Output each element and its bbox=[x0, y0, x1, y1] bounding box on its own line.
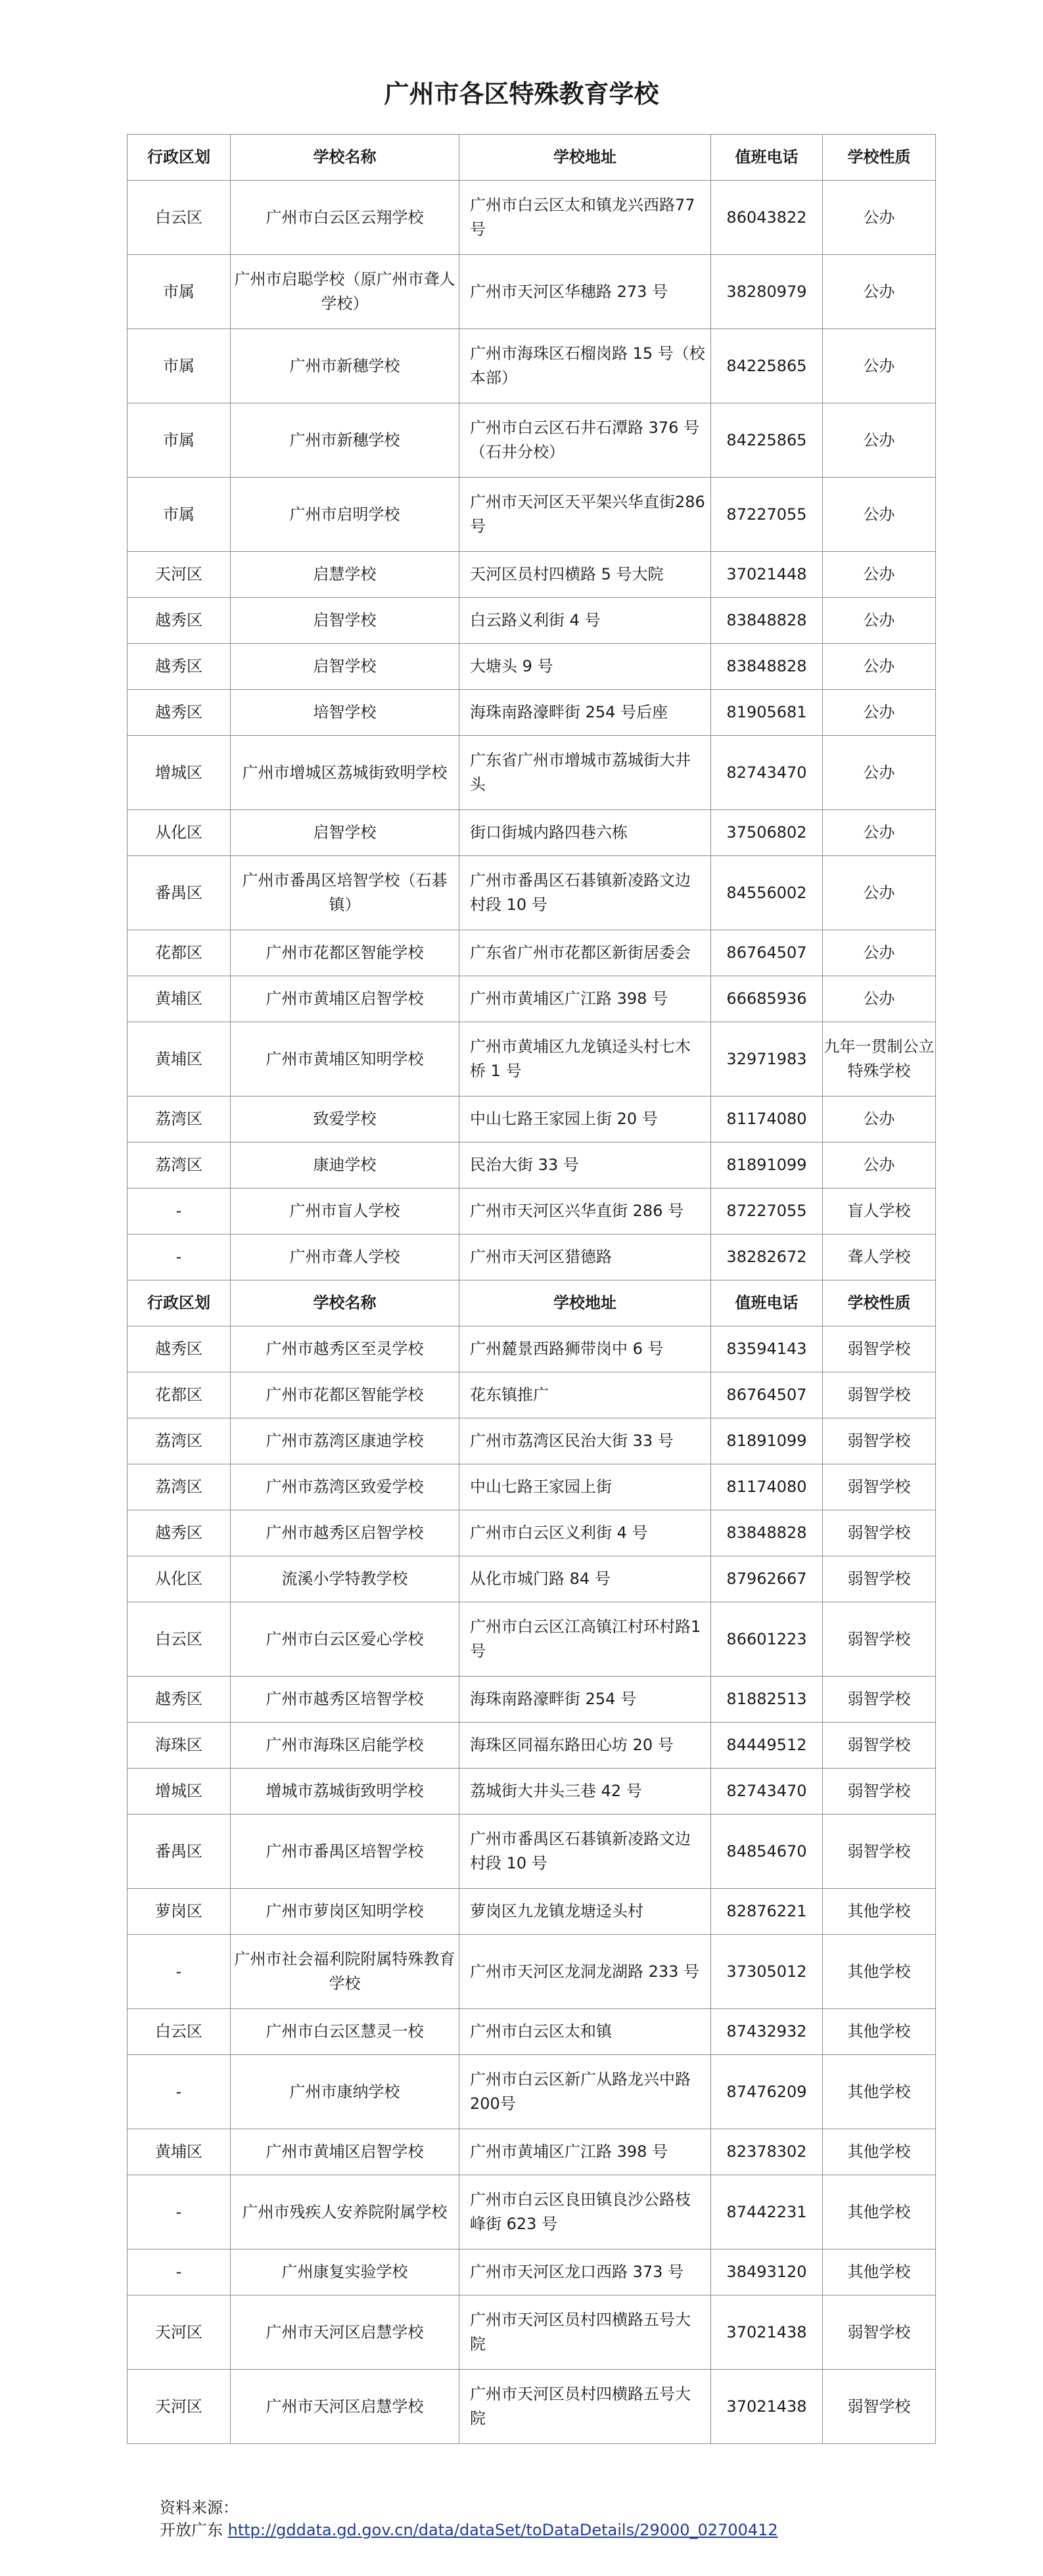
district-cell: - bbox=[127, 2055, 231, 2129]
school-type-cell: 其他学校 bbox=[823, 2175, 936, 2249]
phone-cell: 81891099 bbox=[711, 1142, 823, 1188]
phone-cell: 82743470 bbox=[711, 1769, 823, 1815]
school-type-cell: 公办 bbox=[823, 1142, 936, 1188]
school-name-cell: 广州市越秀区启智学校 bbox=[231, 1510, 459, 1556]
phone-cell: 87476209 bbox=[711, 2055, 823, 2129]
school-type-cell: 公办 bbox=[823, 856, 936, 930]
school-name-cell: 广州市海珠区启能学校 bbox=[231, 1723, 459, 1769]
school-type-cell: 公办 bbox=[823, 478, 936, 552]
school-name-cell: 培智学校 bbox=[231, 690, 459, 736]
district-cell: 荔湾区 bbox=[127, 1464, 231, 1510]
school-name-cell: 广州市越秀区至灵学校 bbox=[231, 1326, 459, 1372]
school-type-cell: 弱智学校 bbox=[823, 1326, 936, 1372]
district-cell: 越秀区 bbox=[127, 690, 231, 736]
district-cell: 增城区 bbox=[127, 1769, 231, 1815]
address-cell: 广州市番禺区石碁镇新凌路文边村段 10 号 bbox=[459, 1815, 711, 1889]
table-row bbox=[127, 2249, 936, 2295]
table-row bbox=[127, 1372, 936, 1418]
address-cell: 广州市番禺区石碁镇新凌路文边村段 10 号 bbox=[459, 856, 711, 930]
district-cell: 市属 bbox=[127, 329, 231, 403]
school-type-cell: 其他学校 bbox=[823, 1935, 936, 2009]
header-school-type: 学校性质 bbox=[823, 135, 936, 181]
school-type-cell: 其他学校 bbox=[823, 2249, 936, 2295]
address-cell: 广州市黄埔区广江路 398 号 bbox=[459, 2129, 711, 2175]
address-cell: 萝岗区九龙镇龙塘迳头村 bbox=[459, 1889, 711, 1935]
school-name-cell: 广州市番禺区培智学校 bbox=[231, 1815, 459, 1889]
district-cell: 越秀区 bbox=[127, 1326, 231, 1372]
district-cell: 市属 bbox=[127, 478, 231, 552]
school-type-cell: 弱智学校 bbox=[823, 1769, 936, 1815]
school-type-cell: 九年一贯制公立特殊学校 bbox=[823, 1022, 936, 1096]
school-type-cell: 公办 bbox=[823, 598, 936, 644]
header-school-type: 学校性质 bbox=[823, 1280, 936, 1326]
phone-cell: 38282672 bbox=[711, 1234, 823, 1280]
table-row bbox=[127, 478, 936, 552]
district-cell: - bbox=[127, 1234, 231, 1280]
school-type-cell: 弱智学校 bbox=[823, 1510, 936, 1556]
district-cell: 天河区 bbox=[127, 2370, 231, 2444]
school-name-cell: 广州市荔湾区康迪学校 bbox=[231, 1418, 459, 1464]
district-cell: 白云区 bbox=[127, 181, 231, 255]
school-name-cell: 广州市越秀区培智学校 bbox=[231, 1677, 459, 1723]
school-type-cell: 其他学校 bbox=[823, 2055, 936, 2129]
table-row bbox=[127, 1769, 936, 1815]
district-cell: 白云区 bbox=[127, 2009, 231, 2055]
table-row bbox=[127, 255, 936, 329]
source-line bbox=[160, 2519, 778, 2541]
district-cell: 白云区 bbox=[127, 1602, 231, 1677]
school-type-cell: 弱智学校 bbox=[823, 1723, 936, 1769]
school-type-cell: 弱智学校 bbox=[823, 1602, 936, 1677]
phone-cell: 81174080 bbox=[711, 1464, 823, 1510]
district-cell: 萝岗区 bbox=[127, 1889, 231, 1935]
district-cell: 从化区 bbox=[127, 810, 231, 856]
phone-cell: 87962667 bbox=[711, 1556, 823, 1602]
school-type-cell: 公办 bbox=[823, 810, 936, 856]
table-row bbox=[127, 1188, 936, 1234]
table-row bbox=[127, 976, 936, 1022]
table-row bbox=[127, 1022, 936, 1096]
schools-table-public bbox=[127, 134, 936, 1280]
source-label: 资料来源： bbox=[160, 2498, 239, 2517]
school-name-cell: 流溪小学特教学校 bbox=[231, 1556, 459, 1602]
school-type-cell: 弱智学校 bbox=[823, 2295, 936, 2370]
school-name-cell: 启智学校 bbox=[231, 598, 459, 644]
district-cell: - bbox=[127, 1935, 231, 2009]
address-cell: 中山七路王家园上街 20 号 bbox=[459, 1096, 711, 1142]
phone-cell: 37021438 bbox=[711, 2295, 823, 2370]
school-name-cell: 广州市黄埔区启智学校 bbox=[231, 2129, 459, 2175]
table-row bbox=[127, 2295, 936, 2370]
table-row bbox=[127, 1602, 936, 1677]
phone-cell: 81174080 bbox=[711, 1096, 823, 1142]
district-cell: - bbox=[127, 2249, 231, 2295]
phone-cell: 87432932 bbox=[711, 2009, 823, 2055]
phone-cell: 87227055 bbox=[711, 478, 823, 552]
address-cell: 广州市天河区龙口西路 373 号 bbox=[459, 2249, 711, 2295]
district-cell: - bbox=[127, 1188, 231, 1234]
phone-cell: 87442231 bbox=[711, 2175, 823, 2249]
address-cell: 广州市白云区良田镇良沙公路枝峰街 623 号 bbox=[459, 2175, 711, 2249]
phone-cell: 84225865 bbox=[711, 329, 823, 403]
school-name-cell: 广州市白云区云翔学校 bbox=[231, 181, 459, 255]
school-name-cell: 广州市萝岗区知明学校 bbox=[231, 1889, 459, 1935]
school-type-cell: 公办 bbox=[823, 255, 936, 329]
school-name-cell: 广州市增城区荔城街致明学校 bbox=[231, 736, 459, 810]
table-row bbox=[127, 1556, 936, 1602]
address-cell: 广州市白云区江高镇江村环村路1号 bbox=[459, 1602, 711, 1677]
school-name-cell: 广州市盲人学校 bbox=[231, 1188, 459, 1234]
table-row bbox=[127, 2370, 936, 2444]
address-cell: 广州市天河区员村四横路五号大院 bbox=[459, 2295, 711, 2370]
school-type-cell: 公办 bbox=[823, 1096, 936, 1142]
table-row bbox=[127, 930, 936, 976]
school-type-cell: 公办 bbox=[823, 930, 936, 976]
district-cell: 天河区 bbox=[127, 2295, 231, 2370]
table-row bbox=[127, 2055, 936, 2129]
school-name-cell: 启智学校 bbox=[231, 810, 459, 856]
address-cell: 白云路义利街 4 号 bbox=[459, 598, 711, 644]
school-type-cell: 公办 bbox=[823, 976, 936, 1022]
phone-cell: 66685936 bbox=[711, 976, 823, 1022]
address-cell: 广州市白云区新广从路龙兴中路200号 bbox=[459, 2055, 711, 2129]
district-cell: - bbox=[127, 2175, 231, 2249]
phone-cell: 81891099 bbox=[711, 1418, 823, 1464]
phone-cell: 84854670 bbox=[711, 1815, 823, 1889]
school-type-cell: 弱智学校 bbox=[823, 1418, 936, 1464]
school-type-cell: 其他学校 bbox=[823, 2009, 936, 2055]
address-cell: 广州市白云区义利街 4 号 bbox=[459, 1510, 711, 1556]
school-name-cell: 广州市天河区启慧学校 bbox=[231, 2295, 459, 2370]
school-type-cell: 弱智学校 bbox=[823, 1372, 936, 1418]
header-address: 学校地址 bbox=[459, 1280, 711, 1326]
school-name-cell: 广州康复实验学校 bbox=[231, 2249, 459, 2295]
table-row bbox=[127, 1096, 936, 1142]
district-cell: 越秀区 bbox=[127, 1510, 231, 1556]
district-cell: 市属 bbox=[127, 255, 231, 329]
table-row bbox=[127, 1418, 936, 1464]
school-type-cell: 弱智学校 bbox=[823, 2370, 936, 2444]
phone-cell: 81905681 bbox=[711, 690, 823, 736]
school-type-cell: 弱智学校 bbox=[823, 1464, 936, 1510]
phone-cell: 86043822 bbox=[711, 181, 823, 255]
school-name-cell: 广州市启聪学校（原广州市聋人学校） bbox=[231, 255, 459, 329]
header-address: 学校地址 bbox=[459, 135, 711, 181]
table-row bbox=[127, 856, 936, 930]
table-row bbox=[127, 1234, 936, 1280]
data-source bbox=[160, 2497, 778, 2541]
district-cell: 越秀区 bbox=[127, 598, 231, 644]
school-name-cell: 启慧学校 bbox=[231, 552, 459, 598]
table-row bbox=[127, 810, 936, 856]
address-cell: 广州市黄埔区九龙镇迳头村七木桥 1 号 bbox=[459, 1022, 711, 1096]
phone-cell: 37506802 bbox=[711, 810, 823, 856]
table-row bbox=[127, 1326, 936, 1372]
table-row bbox=[127, 1889, 936, 1935]
phone-cell: 86764507 bbox=[711, 930, 823, 976]
school-name-cell: 广州市荔湾区致爱学校 bbox=[231, 1464, 459, 1510]
address-cell: 天河区员村四横路 5 号大院 bbox=[459, 552, 711, 598]
school-name-cell: 增城市荔城街致明学校 bbox=[231, 1769, 459, 1815]
phone-cell: 86601223 bbox=[711, 1602, 823, 1677]
district-cell: 越秀区 bbox=[127, 644, 231, 690]
address-cell: 广州市海珠区石榴岗路 15 号（校本部） bbox=[459, 329, 711, 403]
school-name-cell: 广州市启明学校 bbox=[231, 478, 459, 552]
address-cell: 海珠南路濠畔街 254 号 bbox=[459, 1677, 711, 1723]
school-type-cell: 其他学校 bbox=[823, 1889, 936, 1935]
district-cell: 黄埔区 bbox=[127, 1022, 231, 1096]
phone-cell: 82743470 bbox=[711, 736, 823, 810]
phone-cell: 86764507 bbox=[711, 1372, 823, 1418]
phone-cell: 38280979 bbox=[711, 255, 823, 329]
district-cell: 荔湾区 bbox=[127, 1142, 231, 1188]
table-row bbox=[127, 690, 936, 736]
district-cell: 黄埔区 bbox=[127, 2129, 231, 2175]
school-type-cell: 其他学校 bbox=[823, 2129, 936, 2175]
school-name-cell: 广州市花都区智能学校 bbox=[231, 930, 459, 976]
school-type-cell: 盲人学校 bbox=[823, 1188, 936, 1234]
district-cell: 花都区 bbox=[127, 1372, 231, 1418]
school-type-cell: 公办 bbox=[823, 690, 936, 736]
table-row bbox=[127, 1723, 936, 1769]
address-cell: 广州市黄埔区广江路 398 号 bbox=[459, 976, 711, 1022]
address-cell: 花东镇推广 bbox=[459, 1372, 711, 1418]
address-cell: 广州麓景西路狮带岗中 6 号 bbox=[459, 1326, 711, 1372]
header-phone: 值班电话 bbox=[711, 1280, 823, 1326]
district-cell: 市属 bbox=[127, 403, 231, 478]
district-cell: 番禺区 bbox=[127, 1815, 231, 1889]
table-row bbox=[127, 598, 936, 644]
school-type-cell: 公办 bbox=[823, 552, 936, 598]
phone-cell: 32971983 bbox=[711, 1022, 823, 1096]
school-name-cell: 广州市白云区爱心学校 bbox=[231, 1602, 459, 1677]
address-cell: 海珠南路濠畔街 254 号后座 bbox=[459, 690, 711, 736]
table-row bbox=[127, 552, 936, 598]
school-name-cell: 广州市番禺区培智学校（石碁镇） bbox=[231, 856, 459, 930]
phone-cell: 87227055 bbox=[711, 1188, 823, 1234]
address-cell: 广东省广州市增城市荔城街大井头 bbox=[459, 736, 711, 810]
phone-cell: 38493120 bbox=[711, 2249, 823, 2295]
school-name-cell: 广州市康纳学校 bbox=[231, 2055, 459, 2129]
table-row bbox=[127, 1464, 936, 1510]
phone-cell: 83848828 bbox=[711, 1510, 823, 1556]
school-type-cell: 弱智学校 bbox=[823, 1556, 936, 1602]
address-cell: 从化市城门路 84 号 bbox=[459, 1556, 711, 1602]
school-type-cell: 弱智学校 bbox=[823, 1815, 936, 1889]
school-name-cell: 广州市社会福利院附属特殊教育学校 bbox=[231, 1935, 459, 2009]
address-cell: 广州市白云区石井石潭路 376 号（石井分校） bbox=[459, 403, 711, 478]
address-cell: 中山七路王家园上街 bbox=[459, 1464, 711, 1510]
school-name-cell: 广州市黄埔区知明学校 bbox=[231, 1022, 459, 1096]
phone-cell: 84225865 bbox=[711, 403, 823, 478]
school-name-cell: 广州市新穗学校 bbox=[231, 403, 459, 478]
address-cell: 广州市荔湾区民治大街 33 号 bbox=[459, 1418, 711, 1464]
school-type-cell: 公办 bbox=[823, 644, 936, 690]
school-name-cell: 广州市新穗学校 bbox=[231, 329, 459, 403]
table-row bbox=[127, 181, 936, 255]
source-link[interactable]: http://gddata.gd.gov.cn/data/dataSet/toDataDetails/29000_02700412 bbox=[227, 2521, 778, 2539]
address-cell: 广州市天河区龙洞龙湖路 233 号 bbox=[459, 1935, 711, 2009]
district-cell: 越秀区 bbox=[127, 1677, 231, 1723]
page-title: 广州市各区特殊教育学校 bbox=[384, 79, 659, 108]
table-row bbox=[127, 2175, 936, 2249]
school-name-cell: 广州市白云区慧灵一校 bbox=[231, 2009, 459, 2055]
district-cell: 海珠区 bbox=[127, 1723, 231, 1769]
address-cell: 广州市白云区太和镇 bbox=[459, 2009, 711, 2055]
phone-cell: 37021448 bbox=[711, 552, 823, 598]
table-row bbox=[127, 1935, 936, 2009]
table-header-row bbox=[127, 135, 936, 181]
header-phone: 值班电话 bbox=[711, 135, 823, 181]
school-type-cell: 公办 bbox=[823, 181, 936, 255]
header-school-name: 学校名称 bbox=[231, 135, 459, 181]
school-name-cell: 启智学校 bbox=[231, 644, 459, 690]
table-row bbox=[127, 403, 936, 478]
address-cell: 民治大街 33 号 bbox=[459, 1142, 711, 1188]
district-cell: 花都区 bbox=[127, 930, 231, 976]
school-name-cell: 广州市聋人学校 bbox=[231, 1234, 459, 1280]
table-row bbox=[127, 329, 936, 403]
school-type-cell: 弱智学校 bbox=[823, 1677, 936, 1723]
district-cell: 天河区 bbox=[127, 552, 231, 598]
address-cell: 广东省广州市花都区新街居委会 bbox=[459, 930, 711, 976]
address-cell: 街口街城内路四巷六栋 bbox=[459, 810, 711, 856]
district-cell: 荔湾区 bbox=[127, 1418, 231, 1464]
table-row bbox=[127, 2009, 936, 2055]
address-cell: 广州市天河区华穗路 273 号 bbox=[459, 255, 711, 329]
table-header-row bbox=[127, 1280, 936, 1326]
schools-table-special bbox=[127, 1280, 936, 2444]
school-name-cell: 康迪学校 bbox=[231, 1142, 459, 1188]
school-name-cell: 广州市残疾人安养院附属学校 bbox=[231, 2175, 459, 2249]
school-type-cell: 公办 bbox=[823, 403, 936, 478]
table-row bbox=[127, 1677, 936, 1723]
phone-cell: 83594143 bbox=[711, 1326, 823, 1372]
header-district: 行政区划 bbox=[127, 1280, 231, 1326]
phone-cell: 83848828 bbox=[711, 598, 823, 644]
header-school-name: 学校名称 bbox=[231, 1280, 459, 1326]
header-district: 行政区划 bbox=[127, 135, 231, 181]
phone-cell: 37305012 bbox=[711, 1935, 823, 2009]
school-name-cell: 致爱学校 bbox=[231, 1096, 459, 1142]
phone-cell: 84449512 bbox=[711, 1723, 823, 1769]
table-row bbox=[127, 2129, 936, 2175]
address-cell: 荔城街大井头三巷 42 号 bbox=[459, 1769, 711, 1815]
address-cell: 海珠区同福东路田心坊 20 号 bbox=[459, 1723, 711, 1769]
phone-cell: 83848828 bbox=[711, 644, 823, 690]
address-cell: 大塘头 9 号 bbox=[459, 644, 711, 690]
school-name-cell: 广州市天河区启慧学校 bbox=[231, 2370, 459, 2444]
district-cell: 荔湾区 bbox=[127, 1096, 231, 1142]
address-cell: 广州市天河区天平架兴华直街286号 bbox=[459, 478, 711, 552]
address-cell: 广州市白云区太和镇龙兴西路77号 bbox=[459, 181, 711, 255]
phone-cell: 82378302 bbox=[711, 2129, 823, 2175]
school-name-cell: 广州市黄埔区启智学校 bbox=[231, 976, 459, 1022]
district-cell: 番禺区 bbox=[127, 856, 231, 930]
phone-cell: 84556002 bbox=[711, 856, 823, 930]
table-row bbox=[127, 644, 936, 690]
address-cell: 广州市天河区猎德路 bbox=[459, 1234, 711, 1280]
address-cell: 广州市天河区员村四横路五号大院 bbox=[459, 2370, 711, 2444]
school-type-cell: 聋人学校 bbox=[823, 1234, 936, 1280]
phone-cell: 81882513 bbox=[711, 1677, 823, 1723]
phone-cell: 82876221 bbox=[711, 1889, 823, 1935]
table-row bbox=[127, 1142, 936, 1188]
district-cell: 从化区 bbox=[127, 1556, 231, 1602]
school-name-cell: 广州市花都区智能学校 bbox=[231, 1372, 459, 1418]
table-row bbox=[127, 1510, 936, 1556]
school-type-cell: 公办 bbox=[823, 736, 936, 810]
phone-cell: 37021438 bbox=[711, 2370, 823, 2444]
district-cell: 黄埔区 bbox=[127, 976, 231, 1022]
district-cell: 增城区 bbox=[127, 736, 231, 810]
source-provider: 开放广东 bbox=[160, 2521, 223, 2539]
address-cell: 广州市天河区兴华直街 286 号 bbox=[459, 1188, 711, 1234]
table-row bbox=[127, 1815, 936, 1889]
table-row bbox=[127, 736, 936, 810]
school-type-cell: 公办 bbox=[823, 329, 936, 403]
